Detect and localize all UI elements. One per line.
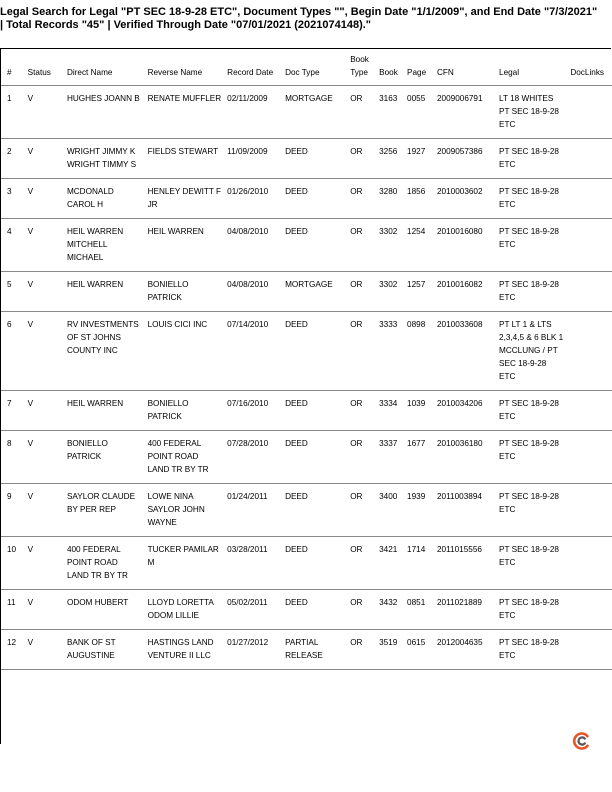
col-header-number: # bbox=[1, 49, 22, 86]
cell-number: 9 bbox=[1, 484, 22, 537]
cell-status: V bbox=[22, 630, 61, 670]
cell-legal: PT SEC 18-9-28 ETC bbox=[493, 219, 564, 272]
col-header-doc-type: Doc Type bbox=[279, 49, 344, 86]
c-logo-outer-arc bbox=[574, 734, 587, 749]
report-title-line-1: Legal Search for Legal "PT SEC 18-9-28 ETC", Document Types "", Begin Date "1/1/2009", and End Date "7/3/2021" bbox=[0, 6, 598, 18]
cell-book: 3432 bbox=[373, 590, 401, 630]
cell-doc-type: DEED bbox=[279, 219, 344, 272]
col-header-direct-name: Direct Name bbox=[61, 49, 142, 86]
cell-book: 3333 bbox=[373, 312, 401, 391]
cell-direct-name: ODOM HUBERT bbox=[61, 590, 142, 630]
cell-doclinks[interactable] bbox=[564, 630, 612, 670]
cell-record-date: 04/08/2010 bbox=[221, 219, 279, 272]
cell-number: 12 bbox=[1, 630, 22, 670]
cell-direct-name: HEIL WARREN bbox=[61, 272, 142, 312]
cell-number: 3 bbox=[1, 179, 22, 219]
cell-doclinks[interactable] bbox=[564, 86, 612, 139]
cell-book: 3280 bbox=[373, 179, 401, 219]
cell-status: V bbox=[22, 179, 61, 219]
cell-number: 5 bbox=[1, 272, 22, 312]
cell-record-date: 11/09/2009 bbox=[221, 139, 279, 179]
cell-number: 4 bbox=[1, 219, 22, 272]
cell-direct-name: 400 FEDERAL POINT ROAD LAND TR BY TR bbox=[61, 537, 142, 590]
cell-reverse-name: HEIL WARREN bbox=[142, 219, 222, 272]
cell-direct-name: HEIL WARREN MITCHELL MICHAEL bbox=[61, 219, 142, 272]
table-row bbox=[1, 139, 612, 179]
col-header-page: Page bbox=[401, 49, 431, 86]
table-row bbox=[1, 219, 612, 272]
cell-doclinks[interactable] bbox=[564, 139, 612, 179]
cell-direct-name: SAYLOR CLAUDE BY PER REP bbox=[61, 484, 142, 537]
cell-book: 3400 bbox=[373, 484, 401, 537]
cell-legal: PT LT 1 & LTS 2,3,4,5 & 6 BLK 1 MCCLUNG / PT SEC 18-9-28 ETC bbox=[493, 312, 564, 391]
col-header-book: Book bbox=[373, 49, 401, 86]
cell-book-type: OR bbox=[344, 179, 373, 219]
cell-reverse-name: FIELDS STEWART bbox=[142, 139, 222, 179]
cell-legal: PT SEC 18-9-28 ETC bbox=[493, 537, 564, 590]
cell-number: 6 bbox=[1, 312, 22, 391]
cell-doclinks[interactable] bbox=[564, 590, 612, 630]
cell-legal: PT SEC 18-9-28 ETC bbox=[493, 590, 564, 630]
cell-book: 3337 bbox=[373, 431, 401, 484]
table-header-row bbox=[1, 49, 612, 86]
cell-book-type: OR bbox=[344, 139, 373, 179]
cell-book-type: OR bbox=[344, 272, 373, 312]
cell-reverse-name: TUCKER PAMILAR M bbox=[142, 537, 222, 590]
cell-cfn: 2011021889 bbox=[431, 590, 493, 630]
cell-doclinks[interactable] bbox=[564, 312, 612, 391]
results-table bbox=[1, 49, 612, 670]
cell-doc-type: DEED bbox=[279, 179, 344, 219]
cell-legal: PT SEC 18-9-28 ETC bbox=[493, 431, 564, 484]
cell-cfn: 2012004635 bbox=[431, 630, 493, 670]
cell-record-date: 03/28/2011 bbox=[221, 537, 279, 590]
cell-doclinks[interactable] bbox=[564, 431, 612, 484]
cell-status: V bbox=[22, 537, 61, 590]
cell-page: 1039 bbox=[401, 391, 431, 431]
cell-legal: PT SEC 18-9-28 ETC bbox=[493, 139, 564, 179]
cell-record-date: 01/27/2012 bbox=[221, 630, 279, 670]
report-title bbox=[0, 6, 612, 32]
cell-doclinks[interactable] bbox=[564, 219, 612, 272]
cell-direct-name: HUGHES JOANN B bbox=[61, 86, 142, 139]
cell-reverse-name: BONIELLO PATRICK bbox=[142, 272, 222, 312]
table-row bbox=[1, 590, 612, 630]
cell-reverse-name: BONIELLO PATRICK bbox=[142, 391, 222, 431]
table-row bbox=[1, 537, 612, 590]
cell-doc-type: DEED bbox=[279, 391, 344, 431]
cell-status: V bbox=[22, 391, 61, 431]
cell-direct-name: MCDONALD CAROL H bbox=[61, 179, 142, 219]
cell-legal: PT SEC 18-9-28 ETC bbox=[493, 484, 564, 537]
table-row bbox=[1, 179, 612, 219]
cell-number: 10 bbox=[1, 537, 22, 590]
cell-doc-type: DEED bbox=[279, 590, 344, 630]
cell-cfn: 2010016080 bbox=[431, 219, 493, 272]
table-row bbox=[1, 312, 612, 391]
cell-direct-name: HEIL WARREN bbox=[61, 391, 142, 431]
cell-doc-type: MORTGAGE bbox=[279, 272, 344, 312]
cell-record-date: 07/28/2010 bbox=[221, 431, 279, 484]
cell-doclinks[interactable] bbox=[564, 484, 612, 537]
cell-page: 1677 bbox=[401, 431, 431, 484]
cell-status: V bbox=[22, 590, 61, 630]
cell-cfn: 2009057386 bbox=[431, 139, 493, 179]
cell-page: 0851 bbox=[401, 590, 431, 630]
cell-direct-name: BANK OF ST AUGUSTINE bbox=[61, 630, 142, 670]
cell-doc-type: MORTGAGE bbox=[279, 86, 344, 139]
cell-number: 11 bbox=[1, 590, 22, 630]
table-row bbox=[1, 484, 612, 537]
c-logo-inner-arc bbox=[579, 737, 585, 744]
cell-record-date: 07/14/2010 bbox=[221, 312, 279, 391]
cell-doc-type: DEED bbox=[279, 312, 344, 391]
cell-record-date: 01/26/2010 bbox=[221, 179, 279, 219]
table-row bbox=[1, 630, 612, 670]
cell-reverse-name: LOWE NINA SAYLOR JOHN WAYNE bbox=[142, 484, 222, 537]
cell-reverse-name: HASTINGS LAND VENTURE II LLC bbox=[142, 630, 222, 670]
cell-reverse-name: 400 FEDERAL POINT ROAD LAND TR BY TR bbox=[142, 431, 222, 484]
cell-page: 0055 bbox=[401, 86, 431, 139]
cell-doc-type: DEED bbox=[279, 484, 344, 537]
cell-page: 1927 bbox=[401, 139, 431, 179]
cell-record-date: 01/24/2011 bbox=[221, 484, 279, 537]
cell-cfn: 2011015556 bbox=[431, 537, 493, 590]
cell-reverse-name: RENATE MUFFLER bbox=[142, 86, 222, 139]
cell-book: 3302 bbox=[373, 272, 401, 312]
cell-cfn: 2010003602 bbox=[431, 179, 493, 219]
cell-page: 1254 bbox=[401, 219, 431, 272]
cell-direct-name: BONIELLO PATRICK bbox=[61, 431, 142, 484]
col-header-status: Status bbox=[22, 49, 61, 86]
report-title-line-2: | Total Records "45" | Verified Through Date "07/01/2021 (2021074148)." bbox=[0, 19, 372, 31]
c-logo-icon bbox=[572, 731, 592, 751]
cell-legal: PT SEC 18-9-28 ETC bbox=[493, 179, 564, 219]
cell-direct-name: WRIGHT JIMMY K WRIGHT TIMMY S bbox=[61, 139, 142, 179]
cell-record-date: 02/11/2009 bbox=[221, 86, 279, 139]
cell-page: 1257 bbox=[401, 272, 431, 312]
cell-page: 1856 bbox=[401, 179, 431, 219]
cell-legal: PT SEC 18-9-28 ETC bbox=[493, 391, 564, 431]
cell-page: 1714 bbox=[401, 537, 431, 590]
cell-doclinks[interactable] bbox=[564, 272, 612, 312]
cell-book-type: OR bbox=[344, 312, 373, 391]
cell-status: V bbox=[22, 484, 61, 537]
cell-page: 0898 bbox=[401, 312, 431, 391]
table-row bbox=[1, 391, 612, 431]
cell-page: 0615 bbox=[401, 630, 431, 670]
cell-book-type: OR bbox=[344, 391, 373, 431]
cell-legal: PT SEC 18-9-28 ETC bbox=[493, 630, 564, 670]
cell-book: 3302 bbox=[373, 219, 401, 272]
table-row bbox=[1, 272, 612, 312]
cell-record-date: 05/02/2011 bbox=[221, 590, 279, 630]
cell-cfn: 2009006791 bbox=[431, 86, 493, 139]
table-body bbox=[1, 86, 612, 670]
cell-book: 3421 bbox=[373, 537, 401, 590]
cell-legal: PT SEC 18-9-28 ETC bbox=[493, 272, 564, 312]
cell-page: 1939 bbox=[401, 484, 431, 537]
cell-cfn: 2010033608 bbox=[431, 312, 493, 391]
col-header-cfn: CFN bbox=[431, 49, 493, 86]
cell-record-date: 04/08/2010 bbox=[221, 272, 279, 312]
cell-book: 3334 bbox=[373, 391, 401, 431]
cell-book: 3163 bbox=[373, 86, 401, 139]
cell-reverse-name: LOUIS CICI INC bbox=[142, 312, 222, 391]
cell-legal: LT 18 WHITES PT SEC 18-9-28 ETC bbox=[493, 86, 564, 139]
cell-reverse-name: HENLEY DEWITT F JR bbox=[142, 179, 222, 219]
cell-status: V bbox=[22, 219, 61, 272]
col-header-doclinks: DocLinks bbox=[564, 49, 612, 86]
col-header-book-type: Book Type bbox=[344, 49, 373, 86]
cell-record-date: 07/16/2010 bbox=[221, 391, 279, 431]
cell-cfn: 2010036180 bbox=[431, 431, 493, 484]
cell-reverse-name: LLOYD LORETTA ODOM LILLIE bbox=[142, 590, 222, 630]
cell-status: V bbox=[22, 431, 61, 484]
cell-status: V bbox=[22, 272, 61, 312]
cell-book: 3519 bbox=[373, 630, 401, 670]
cell-doclinks[interactable] bbox=[564, 179, 612, 219]
cell-book-type: OR bbox=[344, 431, 373, 484]
cell-book-type: OR bbox=[344, 484, 373, 537]
cell-number: 8 bbox=[1, 431, 22, 484]
cell-status: V bbox=[22, 312, 61, 391]
cell-book-type: OR bbox=[344, 537, 373, 590]
cell-number: 1 bbox=[1, 86, 22, 139]
cell-number: 2 bbox=[1, 139, 22, 179]
cell-cfn: 2010034206 bbox=[431, 391, 493, 431]
cell-book-type: OR bbox=[344, 630, 373, 670]
cell-doc-type: DEED bbox=[279, 431, 344, 484]
cell-status: V bbox=[22, 86, 61, 139]
cell-number: 7 bbox=[1, 391, 22, 431]
table-row bbox=[1, 86, 612, 139]
cell-doc-type: DEED bbox=[279, 139, 344, 179]
col-header-record-date: Record Date bbox=[221, 49, 279, 86]
cell-cfn: 2010016082 bbox=[431, 272, 493, 312]
cell-doclinks[interactable] bbox=[564, 537, 612, 590]
cell-book: 3256 bbox=[373, 139, 401, 179]
cell-book-type: OR bbox=[344, 590, 373, 630]
cell-book-type: OR bbox=[344, 86, 373, 139]
col-header-legal: Legal bbox=[493, 49, 564, 86]
table-row bbox=[1, 431, 612, 484]
cell-book-type: OR bbox=[344, 219, 373, 272]
cell-cfn: 2011003894 bbox=[431, 484, 493, 537]
cell-direct-name: RV INVESTMENTS OF ST JOHNS COUNTY INC bbox=[61, 312, 142, 391]
cell-status: V bbox=[22, 139, 61, 179]
cell-doc-type: PARTIAL RELEASE bbox=[279, 630, 344, 670]
col-header-reverse-name: Reverse Name bbox=[142, 49, 222, 86]
cell-doc-type: DEED bbox=[279, 537, 344, 590]
cell-doclinks[interactable] bbox=[564, 391, 612, 431]
